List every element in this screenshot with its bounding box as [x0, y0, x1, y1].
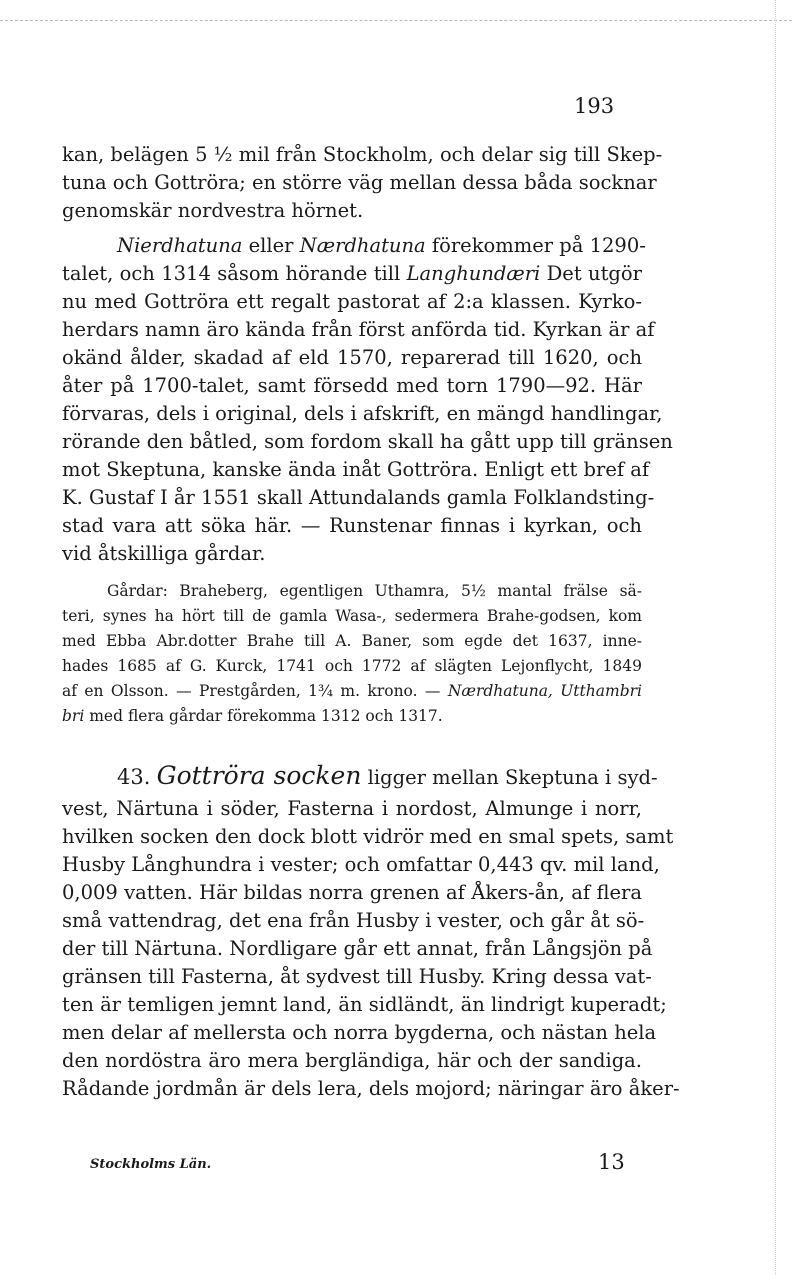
note-line: af en Olsson. — Prestgården, 1¾ m. krono. — Nærdhatuna, Utthambri — [62, 682, 642, 700]
printer-signature: Stockholms Län. — [90, 1157, 212, 1172]
body-line: förvaras, dels i original, dels i afskrift, en mängd handlingar, — [62, 402, 663, 425]
body-line: hvilken socken den dock blott vidrör med en smal spets, samt — [62, 825, 674, 848]
body-line: mot Skeptuna, kanske ända inåt Gottröra. Enligt ett bref af — [62, 458, 650, 481]
section-number: 43. — [117, 765, 151, 789]
body-line: kan, belägen 5 ½ mil från Stockholm, och delar sig till Skep- — [62, 143, 663, 166]
top-border-line — [0, 20, 792, 21]
body-line: vid åtskilliga gårdar. — [62, 542, 266, 565]
note-line: med Ebba Abr.dotter Brahe till A. Baner, som egde det 1637, inne- — [62, 632, 642, 650]
body-line: små vattendrag, det ena från Husby i vester, och går åt sö- — [62, 909, 645, 932]
body-line: okänd ålder, skadad af eld 1570, reparerad till 1620, och — [62, 346, 642, 369]
body-line: talet, och 1314 såsom hörande till Langhundæri Det utgör — [62, 262, 642, 285]
body-line: genomskär nordvestra hörnet. — [62, 199, 364, 222]
body-line: tuna och Gottröra; en större väg mellan dessa båda socknar — [62, 171, 657, 194]
note-line: teri, synes ha hört till de gamla Wasa-, sedermera Brahe-godsen, kom — [62, 607, 642, 625]
body-line: stad vara att söka här. — Runstenar finnas i kyrkan, och — [62, 514, 642, 537]
body-line: K. Gustaf I år 1551 skall Attundalands gamla Folklandsting- — [62, 486, 655, 509]
body-line: gränsen till Fasterna, åt sydvest till Husby. Kring dessa vat- — [62, 965, 652, 988]
body-line: 0,009 vatten. Här bildas norra grenen af Åkers-ån, af flera — [62, 881, 642, 904]
page-number: 193 — [574, 94, 615, 118]
note-line: hades 1685 af G. Kurck, 1741 och 1772 af slägten Lejonflycht, 1849 — [62, 657, 642, 675]
body-line: den nordöstra äro mera bergländiga, här och der sandiga. — [62, 1049, 642, 1072]
body-line: Husby Långhundra i vester; och omfattar 0,443 qv. mil land, — [62, 853, 660, 876]
place-name-italic: Nierdhatuna — [117, 234, 243, 257]
place-name-italic: Nærdhatuna, Utthambri — [447, 682, 642, 700]
note-line: Gårdar: Braheberg, egentligen Uthamra, 5½ mantal frälse sä- — [107, 582, 642, 600]
body-line: ten är temligen jemnt land, än sidländt, än lindrigt kuperadt; — [62, 993, 667, 1016]
body-line: rörande den båtled, som fordom skall ha gått upp till gränsen — [62, 430, 673, 453]
body-line: der till Närtuna. Nordligare går ett annat, från Långsjön på — [62, 937, 653, 960]
body-line: nu med Gottröra ett regalt pastorat af 2:a klassen. Kyrko- — [62, 290, 642, 313]
place-name-italic: bri — [62, 707, 85, 725]
section-heading-line: 43. Gottröra socken ligger mellan Skeptuna i syd- — [117, 761, 658, 790]
place-name-italic: Nærdhatuna — [299, 234, 426, 257]
body-line: åter på 1700-talet, samt försedd med torn 1790—92. Här — [62, 374, 642, 397]
sheet-number: 13 — [598, 1150, 625, 1174]
body-line: herdars namn äro kända från först anförda tid. Kyrkan är af — [62, 318, 655, 341]
body-line: Nierdhatuna eller Nærdhatuna förekommer på 1290- — [117, 234, 646, 257]
body-line: vest, Närtuna i söder, Fasterna i nordost, Almunge i norr, — [62, 797, 642, 820]
place-name-italic: Langhundæri — [406, 262, 541, 285]
body-line: Rådande jordmån är dels lera, dels mojord; näringar äro åker- — [62, 1077, 680, 1100]
section-title: Gottröra socken — [156, 761, 362, 790]
note-line: bri med flera gårdar förekomma 1312 och 1317. — [62, 707, 443, 725]
body-line: men delar af mellersta och norra bygderna, och nästan hela — [62, 1021, 657, 1044]
page-edge-line — [775, 0, 776, 1275]
